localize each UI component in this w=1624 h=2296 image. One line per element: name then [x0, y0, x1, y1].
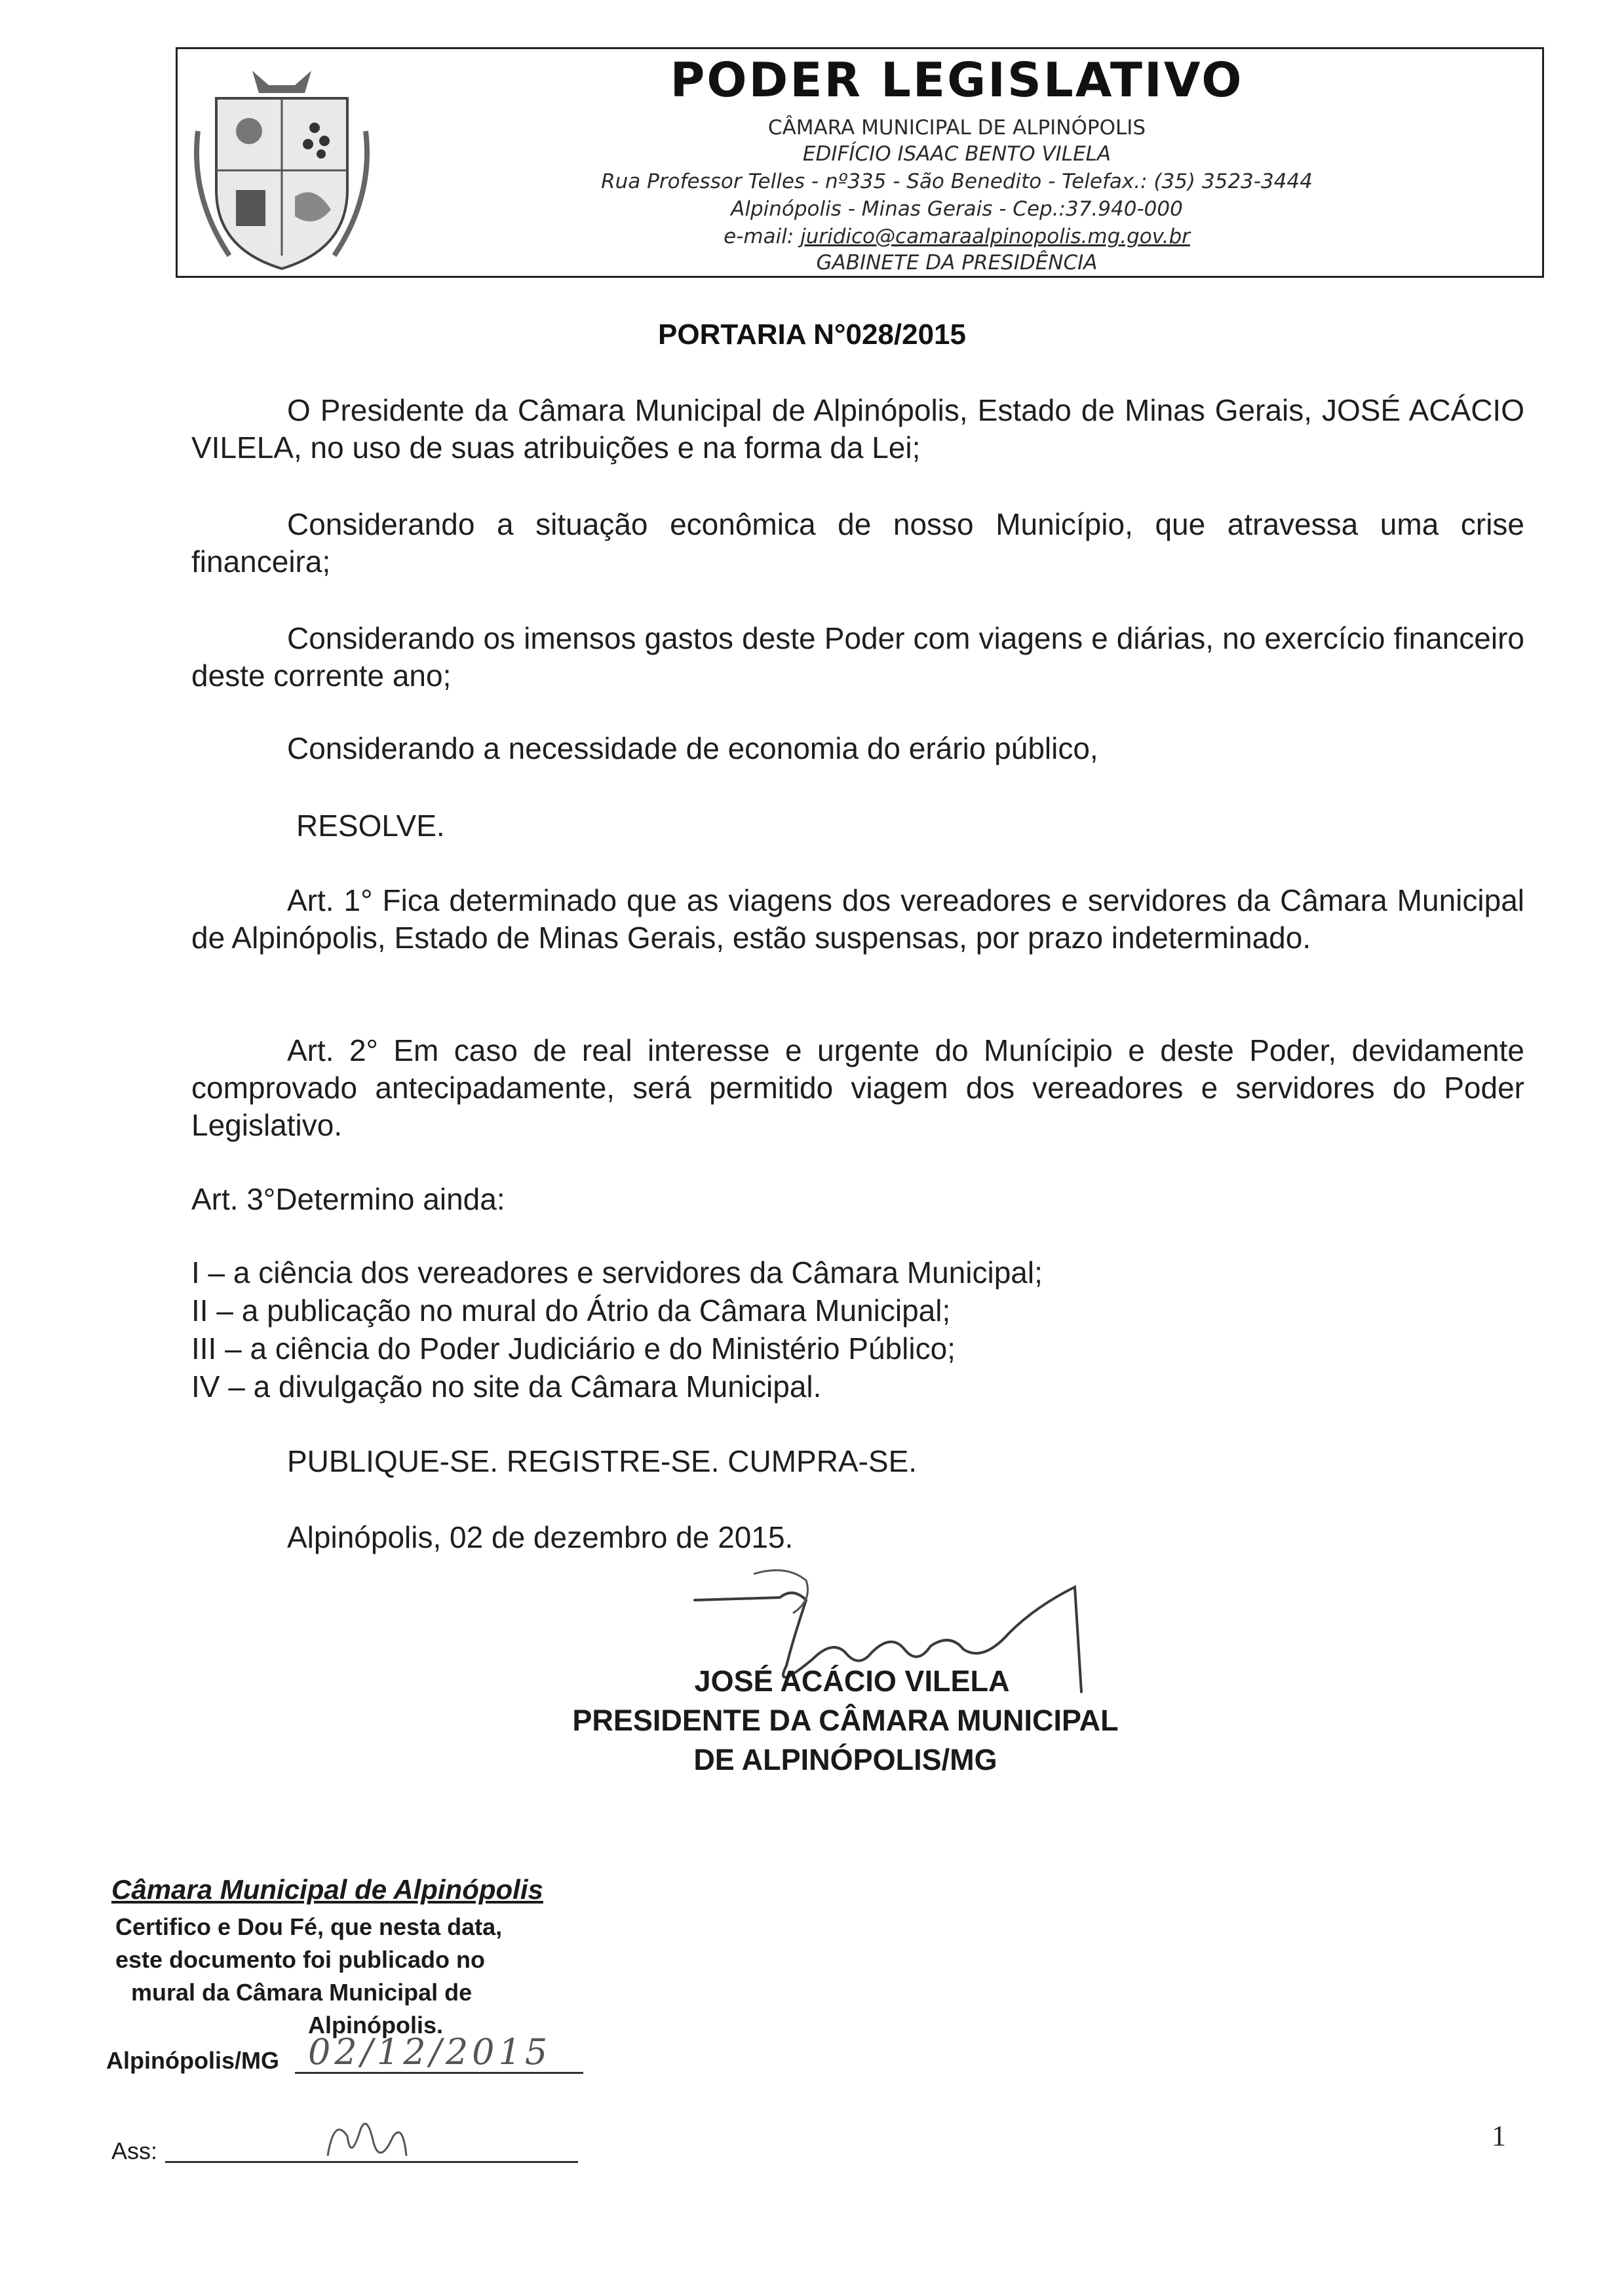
- letterhead-institution: CÂMARA MUNICIPAL DE ALPINÓPOLIS: [767, 116, 1146, 140]
- letterhead-office: GABINETE DA PRESIDÊNCIA: [816, 251, 1098, 275]
- considering-paragraph-3: Considerando a necessidade de economia do erário público,: [287, 731, 1098, 765]
- list-item: III – a ciência do Poder Judiciário e do Ministério Público;: [191, 1331, 956, 1366]
- signatory-role-line-1: PRESIDENTE DA CÂMARA MUNICIPAL: [572, 1704, 1119, 1737]
- article-2: [191, 1032, 1524, 1144]
- municipal-crest-icon: [190, 59, 374, 275]
- letterhead-building: EDIFÍCIO ISAAC BENTO VILELA: [802, 142, 1112, 166]
- stamp-line-4: Alpinópolis.: [308, 2012, 443, 2038]
- stamp-initials-signature: [315, 2110, 419, 2175]
- considering-paragraph-2: [191, 620, 1524, 695]
- letterhead-email-line: [367, 227, 1547, 247]
- considering-text-1: Considerando a situação econômica de nosso Município, que atravessa uma crise financeira;: [191, 507, 1524, 579]
- considering-text-2: Considerando os imensos gastos deste Poder com viagens e diárias, no exercício financeiro deste corrente ano;: [191, 621, 1524, 693]
- considering-paragraph-1: [191, 506, 1524, 581]
- stamp-line-2: este documento foi publicado no: [115, 1946, 486, 1973]
- list-item: I – a ciência dos vereadores e servidores da Câmara Municipal;: [191, 1255, 1043, 1290]
- signatory-role-line-2: DE ALPINÓPOLIS/MG: [693, 1743, 997, 1776]
- stamp-date-label: Alpinópolis/MG: [106, 2047, 279, 2074]
- letterhead-title: PODER LEGISLATIVO: [670, 52, 1244, 107]
- closing-line: PUBLIQUE-SE. REGISTRE-SE. CUMPRA-SE.: [287, 1444, 918, 1478]
- page-number: 1: [1492, 2120, 1506, 2152]
- signatory-name: JOSÉ ACÁCIO VILELA: [694, 1664, 1010, 1698]
- article-1: [191, 882, 1524, 957]
- stamp-header: Câmara Municipal de Alpinópolis: [111, 1874, 543, 1905]
- list-item: II – a publicação no mural do Átrio da Câmara Municipal;: [191, 1293, 951, 1328]
- stamp-signature-label: Ass:: [111, 2137, 158, 2164]
- stamp-date-value: 02/12/2015: [308, 2031, 552, 2073]
- letterhead-email-link[interactable]: juridico@camaraalpinopolis.mg.gov.br: [800, 225, 1190, 248]
- letterhead-address: Rua Professor Telles - nº335 - São Benedito - Telefax.: (35) 3523-3444: [601, 170, 1313, 193]
- place-date-line: Alpinópolis, 02 de dezembro de 2015.: [287, 1520, 794, 1554]
- intro-text: O Presidente da Câmara Municipal de Alpinópolis, Estado de Minas Gerais, JOSÉ ACÁCIO VILELA, no uso de suas atribuições e na forma da Lei;: [191, 393, 1524, 465]
- article-3: Art. 3°Determino ainda:: [191, 1182, 505, 1216]
- document-title: PORTARIA N°028/2015: [658, 318, 966, 351]
- letterhead-email-label: e-mail:: [724, 225, 801, 248]
- letterhead-city: Alpinópolis - Minas Gerais - Cep.:37.940-000: [731, 197, 1183, 221]
- list-item: IV – a divulgação no site da Câmara Municipal.: [191, 1369, 822, 1404]
- article-2-text: Art. 2° Em caso de real interesse e urgente do Munícipio e deste Poder, devidamente comprovado antecipadamente, será permitido viagem dos vereadores e servidores do Poder Legislativo.: [191, 1033, 1524, 1142]
- stamp-line-1: Certifico e Dou Fé, que nesta data,: [115, 1913, 503, 1940]
- resolve-line: RESOLVE.: [296, 809, 445, 843]
- intro-paragraph: [191, 392, 1524, 467]
- article-1-text: Art. 1° Fica determinado que as viagens dos vereadores e servidores da Câmara Municipal de Alpinópolis, Estado de Minas Gerais, estão suspensas, por prazo indeterminado.: [191, 883, 1524, 955]
- stamp-line-3: mural da Câmara Municipal de: [131, 1979, 473, 2006]
